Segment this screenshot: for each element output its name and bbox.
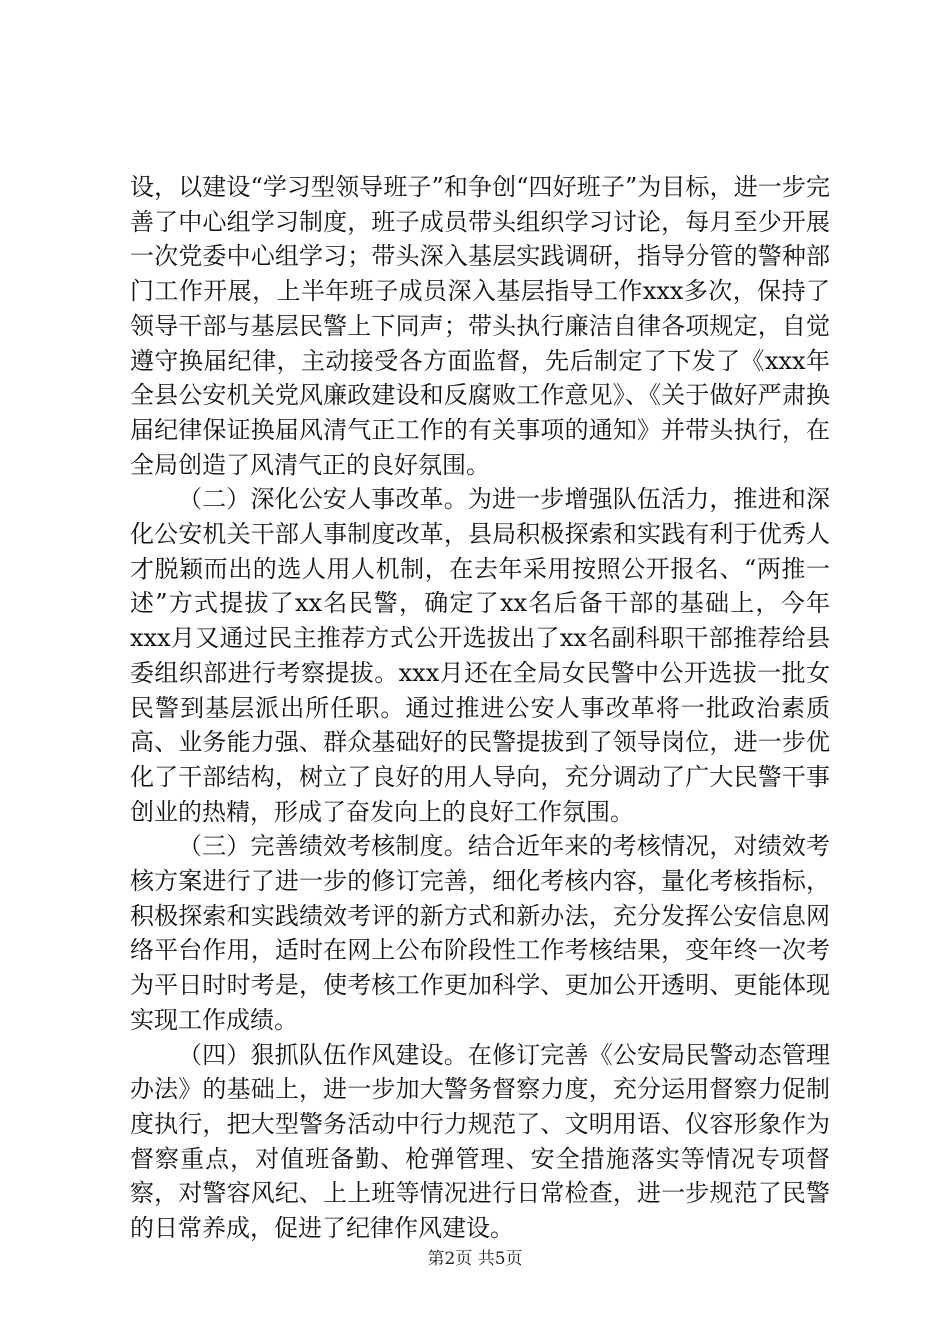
paragraph-2: （二）深化公安人事改革。为进一步增强队伍活力，推进和深化公安机关干部人事制度改革，县局积极探索和实践有利于优秀人才脱颖而出的选人用人机制，在去年采用按照公开报名、“两推一述”方式提拔了xx名民警，确定了xx名后备干部的基础上，今年xxx月又通过民主推荐方式公开选拔出了xx名副科职干部推荐给县委组织部进行考察提拔。xxx月还在全局女民警中公开选拔一批女民警到基层派出所任职。通过推进公安人事改革将一批政治素质高、业务能力强、群众基础好的民警提拔到了领导岗位，进一步优化了干部结构，树立了良好的用人导向，充分调动了广大民警干事创业的热精，形成了奋发向上的良好工作氛围。 [130, 485, 830, 826]
paragraph-intro: 设，以建设“学习型领导班子”和争创“四好班子”为目标，进一步完善了中心组学习制度，班子成员带头组织学习讨论，每月至少开展一次党委中心组学习；带头深入基层实践调研，指导分管的警种部门工作开展，上半年班子成员深入基层指导工作xxx多次，保持了领导干部与基层民警上下同声；带头执行廉洁自律各项规定，自觉遵守换届纪律，主动接受各方面监督，先后制定了下发了《xxx年全县公安机关党风廉政建设和反腐败工作意见》、《关于做好严肃换届纪律保证换届风清气正工作的有关事项的通知》并带头执行，在全局创造了风清气正的良好氛围。 [130, 173, 830, 479]
body-text [130, 170, 830, 1246]
page-number: 第2页 共5页 [427, 1249, 523, 1269]
paragraph-4: （四）狠抓队伍作风建设。在修订完善《公安局民警动态管理办法》的基础上，进一步加大警务督察力度，充分运用督察力促制度执行，把大型警务活动中行力规范了、文明用语、仪容形象作为督察重点，对值班备勤、枪弹管理、安全措施落实等情况专项督察，对警容风纪、上上班等情况进行日常检查，进一步规范了民警的日常养成，促进了纪律作风建设。 [130, 1040, 830, 1243]
paragraph-3: （三）完善绩效考核制度。结合近年来的考核情况，对绩效考核方案进行了进一步的修订完善，细化考核内容，量化考核指标，积极探索和实践绩效考评的新方式和新办法，充分发挥公安信息网络平台作用，适时在网上公布阶段性工作考核结果，变年终一次考为平日时时考是，使考核工作更加科学、更加公开透明、更能体现实现工作成绩。 [130, 832, 830, 1034]
